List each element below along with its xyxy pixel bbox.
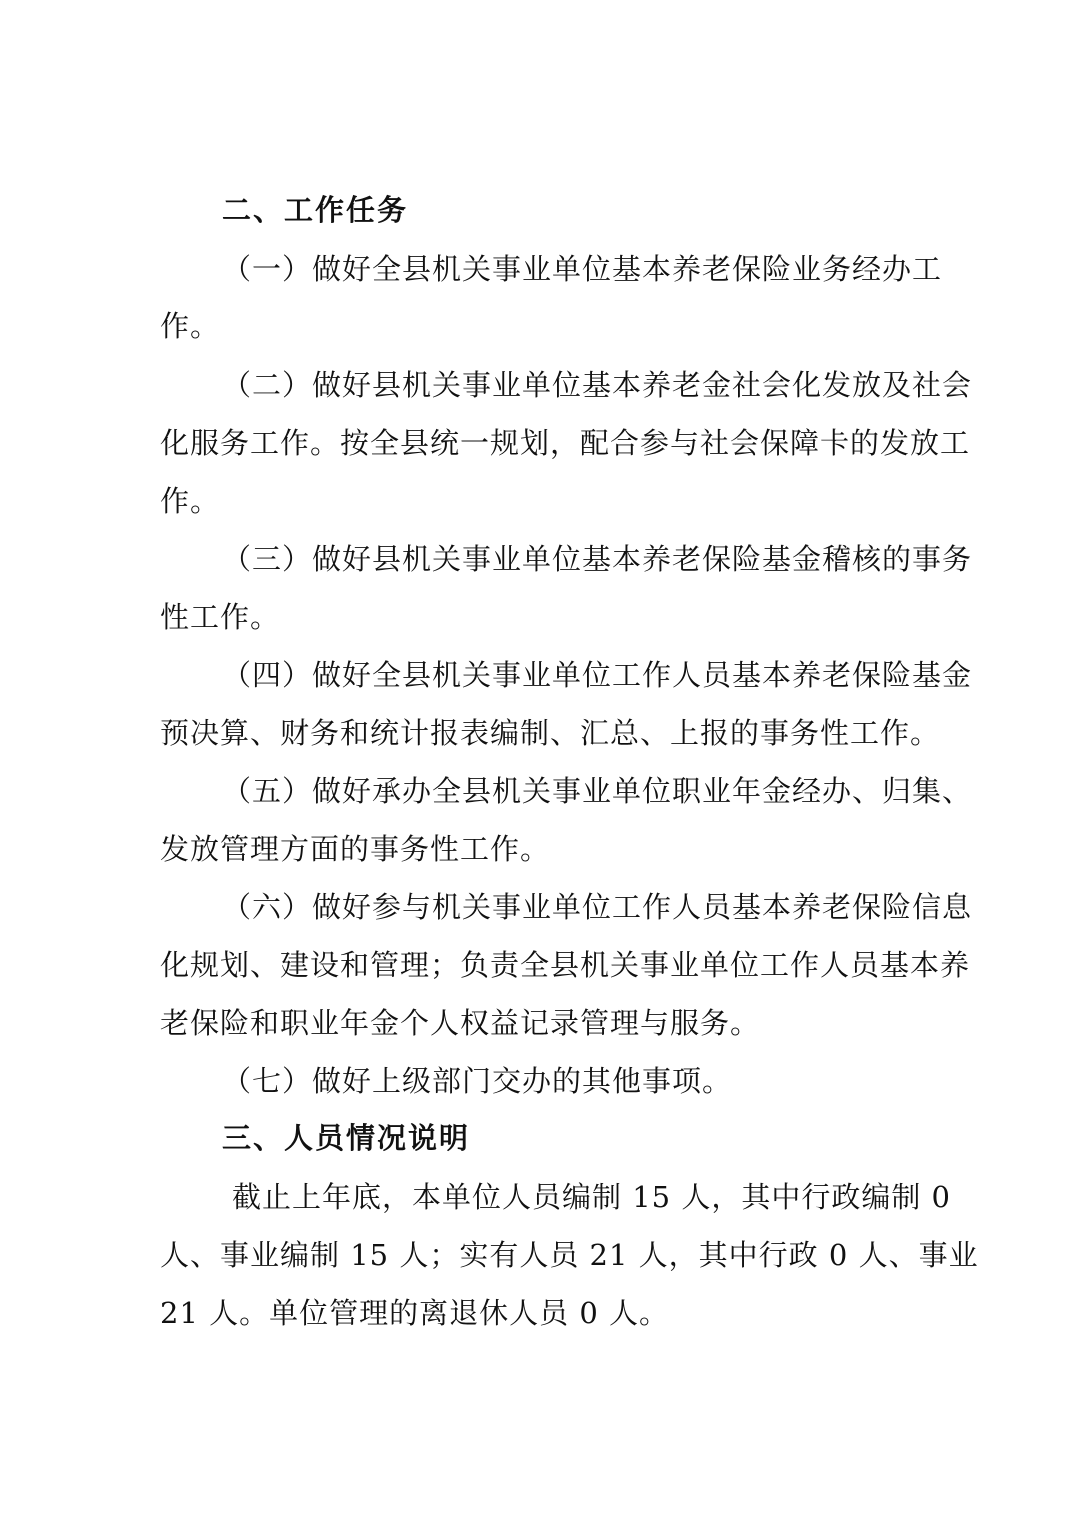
paragraph-line: 人、事业编制 15 人；实有人员 21 人，其中行政 0 人、事业 — [160, 1238, 979, 1272]
paragraph-line: （二）做好县机关事业单位基本养老金社会化发放及社会 — [222, 368, 973, 402]
section-heading-work-tasks: 二、工作任务 — [222, 193, 409, 227]
paragraph-line: （六）做好参与机关事业单位工作人员基本养老保险信息 — [222, 890, 973, 924]
paragraph-line: 性工作。 — [160, 600, 281, 634]
paragraph-line: 预决算、财务和统计报表编制、汇总、上报的事务性工作。 — [160, 716, 941, 750]
paragraph-line: 老保险和职业年金个人权益记录管理与服务。 — [160, 1006, 761, 1040]
paragraph-line: 21 人。单位管理的离退休人员 0 人。 — [160, 1296, 670, 1330]
paragraph-line: （四）做好全县机关事业单位工作人员基本养老保险基金 — [222, 658, 973, 692]
paragraph-line: 化服务工作。按全县统一规划，配合参与社会保障卡的发放工 — [160, 426, 971, 460]
section-heading-staffing: 三、人员情况说明 — [222, 1121, 471, 1155]
paragraph-line: 作。 — [160, 309, 221, 343]
paragraph-line: 化规划、建设和管理；负责全县机关事业单位工作人员基本养 — [160, 948, 971, 982]
paragraph-line: （五）做好承办全县机关事业单位职业年金经办、归集、 — [222, 774, 973, 808]
paragraph-line: 发放管理方面的事务性工作。 — [160, 832, 551, 866]
paragraph-line: （三）做好县机关事业单位基本养老保险基金稽核的事务 — [222, 542, 973, 576]
paragraph-line: 作。 — [160, 484, 221, 518]
paragraph-line: （七）做好上级部门交办的其他事项。 — [222, 1064, 733, 1098]
paragraph-line: 截止上年底，本单位人员编制 15 人，其中行政编制 0 — [232, 1180, 952, 1214]
paragraph-line: （一）做好全县机关事业单位基本养老保险业务经办工 — [222, 252, 943, 286]
